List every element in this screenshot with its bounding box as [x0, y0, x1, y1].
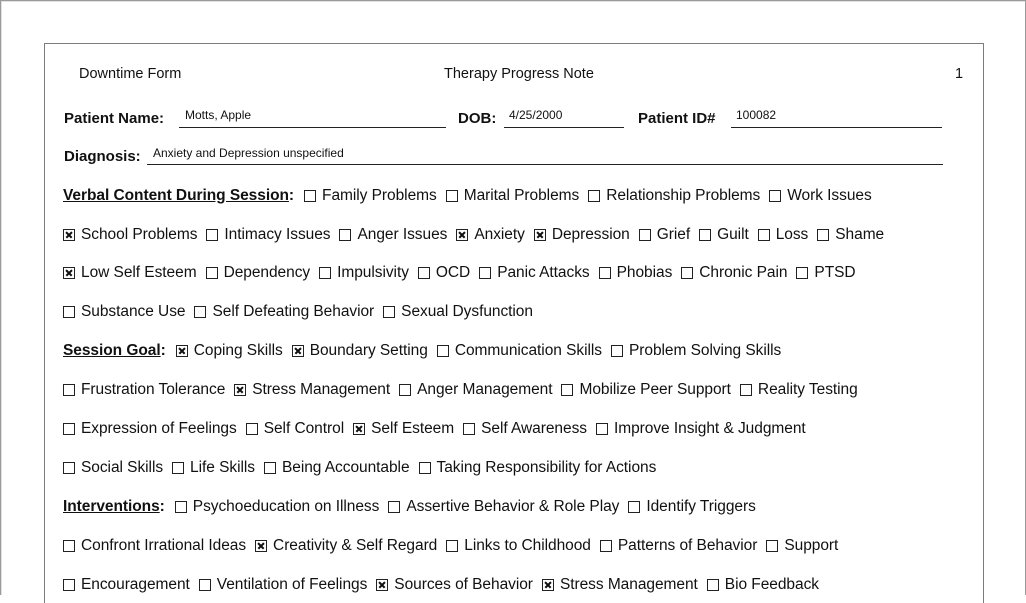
- intervention-row: [63, 573, 995, 597]
- verbal-option[interactable]: [339, 226, 447, 244]
- goal-row: [63, 456, 995, 480]
- option-label: Bio Feedback: [724, 576, 819, 593]
- goal-option[interactable]: [234, 381, 390, 399]
- intervention-option[interactable]: [255, 537, 437, 555]
- goal-option[interactable]: [596, 420, 806, 438]
- option-label: Links to Childhood: [464, 537, 591, 554]
- verbal-option[interactable]: [639, 226, 690, 244]
- option-label: Stress Management: [252, 381, 391, 398]
- patient-name-value[interactable]: Motts, Apple: [185, 108, 252, 122]
- verbal-option[interactable]: [456, 226, 524, 244]
- goal-row: [63, 417, 995, 441]
- checkbox-icon[interactable]: [628, 501, 640, 513]
- option-label: Creativity & Self Regard: [273, 537, 438, 554]
- option-label: Grief: [656, 226, 691, 243]
- dob-label: DOB:: [458, 110, 497, 127]
- checkbox-icon[interactable]: [194, 306, 206, 318]
- option-label: Coping Skills: [193, 342, 283, 359]
- checkbox-icon[interactable]: [561, 384, 573, 396]
- intervention-option[interactable]: [628, 498, 755, 516]
- verbal-option[interactable]: [383, 303, 533, 321]
- option-label: Being Accountable: [281, 459, 410, 476]
- checkbox-icon[interactable]: [199, 579, 211, 591]
- option-label: OCD: [435, 264, 471, 281]
- checkbox-icon[interactable]: [319, 267, 331, 279]
- verbal-row: [63, 300, 995, 324]
- option-label: Low Self Esteem: [81, 264, 197, 281]
- goal-option[interactable]: [172, 459, 255, 477]
- option-label: Encouragement: [81, 576, 190, 593]
- checkbox-icon[interactable]: [446, 190, 458, 202]
- option-label: Sexual Dysfunction: [401, 303, 533, 320]
- verbal-option[interactable]: [817, 226, 884, 244]
- option-label: Taking Responsibility for Actions: [436, 459, 657, 476]
- option-label: Anxiety: [474, 226, 525, 243]
- goal-option[interactable]: [63, 420, 237, 438]
- checkbox-icon[interactable]: [63, 579, 75, 591]
- checkbox-icon[interactable]: [206, 267, 218, 279]
- checkbox-icon[interactable]: [175, 501, 187, 513]
- verbal-option[interactable]: [304, 187, 437, 205]
- option-label: Frustration Tolerance: [81, 381, 226, 398]
- checkbox-icon[interactable]: [206, 229, 218, 241]
- checkbox-icon[interactable]: [479, 267, 491, 279]
- checkbox-icon[interactable]: [63, 462, 75, 474]
- option-label: Intimacy Issues: [224, 226, 331, 243]
- checkbox-icon[interactable]: [63, 384, 75, 396]
- patient-id-label: Patient ID#: [638, 110, 716, 127]
- checked-checkbox-icon[interactable]: [63, 267, 75, 279]
- option-label: Life Skills: [190, 459, 255, 476]
- checkbox-icon[interactable]: [766, 540, 778, 552]
- option-label: Dependency: [223, 264, 311, 281]
- intervention-option[interactable]: [542, 576, 698, 594]
- goal-option[interactable]: [63, 381, 225, 399]
- verbal-option[interactable]: [599, 264, 673, 282]
- goal-option[interactable]: [353, 420, 454, 438]
- diagnosis-label: Diagnosis:: [64, 148, 141, 165]
- option-label: Impulsivity: [337, 264, 409, 281]
- option-label: Expression of Feelings: [81, 420, 237, 437]
- goal-option[interactable]: [437, 342, 602, 360]
- intervention-option[interactable]: [446, 537, 591, 555]
- checkbox-icon[interactable]: [264, 462, 276, 474]
- checkbox-icon[interactable]: [588, 190, 600, 202]
- diagnosis-underline: [147, 164, 943, 165]
- patient-name-label: Patient Name:: [64, 110, 165, 127]
- option-label: Sources of Behavior: [394, 576, 533, 593]
- intervention-option[interactable]: [376, 576, 533, 594]
- checkbox-icon[interactable]: [339, 229, 351, 241]
- option-label: School Problems: [81, 226, 198, 243]
- checkbox-icon[interactable]: [446, 540, 458, 552]
- option-label: Boundary Setting: [309, 342, 428, 359]
- option-label: Problem Solving Skills: [628, 342, 782, 359]
- checkbox-icon[interactable]: [740, 384, 752, 396]
- goal-option[interactable]: [740, 381, 858, 399]
- checkbox-icon[interactable]: [246, 423, 258, 435]
- checked-checkbox-icon[interactable]: [376, 579, 388, 591]
- checkbox-icon[interactable]: [172, 462, 184, 474]
- option-label: Stress Management: [559, 576, 698, 593]
- option-label: Confront Irrational Ideas: [81, 537, 247, 554]
- goal-option[interactable]: [246, 420, 344, 438]
- intervention-section-title: Interventions: [63, 498, 160, 515]
- intervention-option[interactable]: [600, 537, 757, 555]
- verbal-row: [63, 184, 995, 208]
- checked-checkbox-icon[interactable]: [456, 229, 468, 241]
- option-label: Substance Use: [81, 303, 186, 320]
- goal-option[interactable]: [561, 381, 730, 399]
- verbal-option[interactable]: [446, 187, 579, 205]
- checkbox-icon[interactable]: [758, 229, 770, 241]
- option-label: PTSD: [814, 264, 856, 281]
- checked-checkbox-icon[interactable]: [63, 229, 75, 241]
- option-label: Self Control: [263, 420, 345, 437]
- checkbox-icon[interactable]: [817, 229, 829, 241]
- option-label: Support: [784, 537, 839, 554]
- goal-option[interactable]: [463, 420, 587, 438]
- intervention-option[interactable]: [63, 576, 190, 594]
- intervention-row: [63, 534, 995, 558]
- verbal-option[interactable]: [588, 187, 760, 205]
- option-label: Patterns of Behavior: [617, 537, 758, 554]
- checkbox-icon[interactable]: [699, 229, 711, 241]
- patient-id-underline: [731, 127, 942, 128]
- option-label: Relationship Problems: [606, 187, 761, 204]
- option-label: Social Skills: [81, 459, 164, 476]
- goal-option[interactable]: [292, 342, 428, 360]
- option-label: Identify Triggers: [646, 498, 756, 515]
- goal-row: [63, 378, 995, 402]
- goal-option[interactable]: [419, 459, 657, 477]
- section-colon: :: [288, 187, 295, 204]
- checkbox-icon[interactable]: [599, 267, 611, 279]
- option-label: Work Issues: [787, 187, 872, 204]
- intervention-option[interactable]: [766, 537, 838, 555]
- goal-option[interactable]: [399, 381, 552, 399]
- checkbox-icon[interactable]: [388, 501, 400, 513]
- checkbox-icon[interactable]: [769, 190, 781, 202]
- checkbox-icon[interactable]: [437, 345, 449, 357]
- goal-option[interactable]: [611, 342, 781, 360]
- option-label: Reality Testing: [757, 381, 858, 398]
- option-label: Self Esteem: [371, 420, 455, 437]
- option-label: Guilt: [717, 226, 749, 243]
- checkbox-icon[interactable]: [304, 190, 316, 202]
- option-label: Chronic Pain: [699, 264, 788, 281]
- option-label: Improve Insight & Judgment: [613, 420, 806, 437]
- section-colon: :: [159, 498, 165, 515]
- checked-checkbox-icon[interactable]: [292, 345, 304, 357]
- option-label: Ventilation of Feelings: [216, 576, 368, 593]
- goal-option[interactable]: [63, 459, 163, 477]
- verbal-option[interactable]: [681, 264, 787, 282]
- checkbox-icon[interactable]: [63, 540, 75, 552]
- diagnosis-value[interactable]: Anxiety and Depression unspecified: [153, 146, 344, 160]
- dob-value[interactable]: 4/25/2000: [509, 108, 563, 122]
- checked-checkbox-icon[interactable]: [234, 384, 246, 396]
- option-label: Anger Issues: [357, 226, 448, 243]
- verbal-option[interactable]: [63, 303, 185, 321]
- verbal-option[interactable]: [194, 303, 374, 321]
- verbal-option[interactable]: [479, 264, 589, 282]
- verbal-row: [63, 261, 995, 285]
- verbal-option[interactable]: [418, 264, 470, 282]
- checkbox-icon[interactable]: [707, 579, 719, 591]
- checkbox-icon[interactable]: [383, 306, 395, 318]
- checkbox-icon[interactable]: [419, 462, 431, 474]
- verbal-option[interactable]: [63, 264, 197, 282]
- goal-option[interactable]: [264, 459, 410, 477]
- goal-section-title: Session Goal: [63, 342, 161, 359]
- checked-checkbox-icon[interactable]: [534, 229, 546, 241]
- checkbox-icon[interactable]: [463, 423, 475, 435]
- verbal-option[interactable]: [758, 226, 809, 244]
- checked-checkbox-icon[interactable]: [353, 423, 365, 435]
- option-label: Mobilize Peer Support: [579, 381, 731, 398]
- option-label: Marital Problems: [463, 187, 580, 204]
- goal-row: [63, 339, 995, 363]
- option-label: Communication Skills: [454, 342, 602, 359]
- checkbox-icon[interactable]: [596, 423, 608, 435]
- option-label: Self Awareness: [481, 420, 587, 437]
- option-label: Assertive Behavior & Role Play: [406, 498, 620, 515]
- checkbox-icon[interactable]: [639, 229, 651, 241]
- checked-checkbox-icon[interactable]: [542, 579, 554, 591]
- checked-checkbox-icon[interactable]: [176, 345, 188, 357]
- page-number: 1: [955, 66, 964, 82]
- verbal-option[interactable]: [63, 226, 197, 244]
- intervention-option[interactable]: [63, 537, 246, 555]
- option-label: Phobias: [616, 264, 673, 281]
- option-label: Self Defeating Behavior: [212, 303, 375, 320]
- checkbox-icon[interactable]: [63, 423, 75, 435]
- option-label: Psychoeducation on Illness: [192, 498, 380, 515]
- option-label: Panic Attacks: [497, 264, 590, 281]
- patient-id-value[interactable]: 100082: [736, 108, 777, 122]
- form-title: Therapy Progress Note: [444, 66, 594, 82]
- verbal-option[interactable]: [769, 187, 871, 205]
- verbal-option[interactable]: [206, 264, 311, 282]
- goal-option[interactable]: [176, 342, 283, 360]
- intervention-option[interactable]: [388, 498, 619, 516]
- intervention-option[interactable]: [707, 576, 819, 594]
- verbal-option[interactable]: [319, 264, 409, 282]
- checkbox-icon[interactable]: [600, 540, 612, 552]
- verbal-row: [63, 223, 995, 247]
- checked-checkbox-icon[interactable]: [255, 540, 267, 552]
- section-colon: :: [160, 342, 166, 359]
- option-label: Family Problems: [322, 187, 437, 204]
- checkbox-icon[interactable]: [681, 267, 693, 279]
- intervention-option[interactable]: [175, 498, 380, 516]
- option-label: Depression: [551, 226, 630, 243]
- intervention-row: [63, 495, 995, 519]
- checkbox-icon[interactable]: [399, 384, 411, 396]
- checkbox-icon[interactable]: [796, 267, 808, 279]
- checkbox-icon[interactable]: [611, 345, 623, 357]
- intervention-option[interactable]: [199, 576, 368, 594]
- checkbox-icon[interactable]: [63, 306, 75, 318]
- option-label: Loss: [775, 226, 809, 243]
- verbal-option[interactable]: [206, 226, 330, 244]
- option-label: Anger Management: [417, 381, 553, 398]
- dob-underline: [504, 127, 624, 128]
- form-type-label: Downtime Form: [79, 66, 182, 82]
- verbal-option[interactable]: [534, 226, 630, 244]
- verbal-option[interactable]: [699, 226, 749, 244]
- verbal-section-title: Verbal Content During Session: [63, 187, 289, 204]
- patient-name-underline: [179, 127, 446, 128]
- option-label: Shame: [835, 226, 885, 243]
- verbal-option[interactable]: [796, 264, 855, 282]
- checkbox-icon[interactable]: [418, 267, 430, 279]
